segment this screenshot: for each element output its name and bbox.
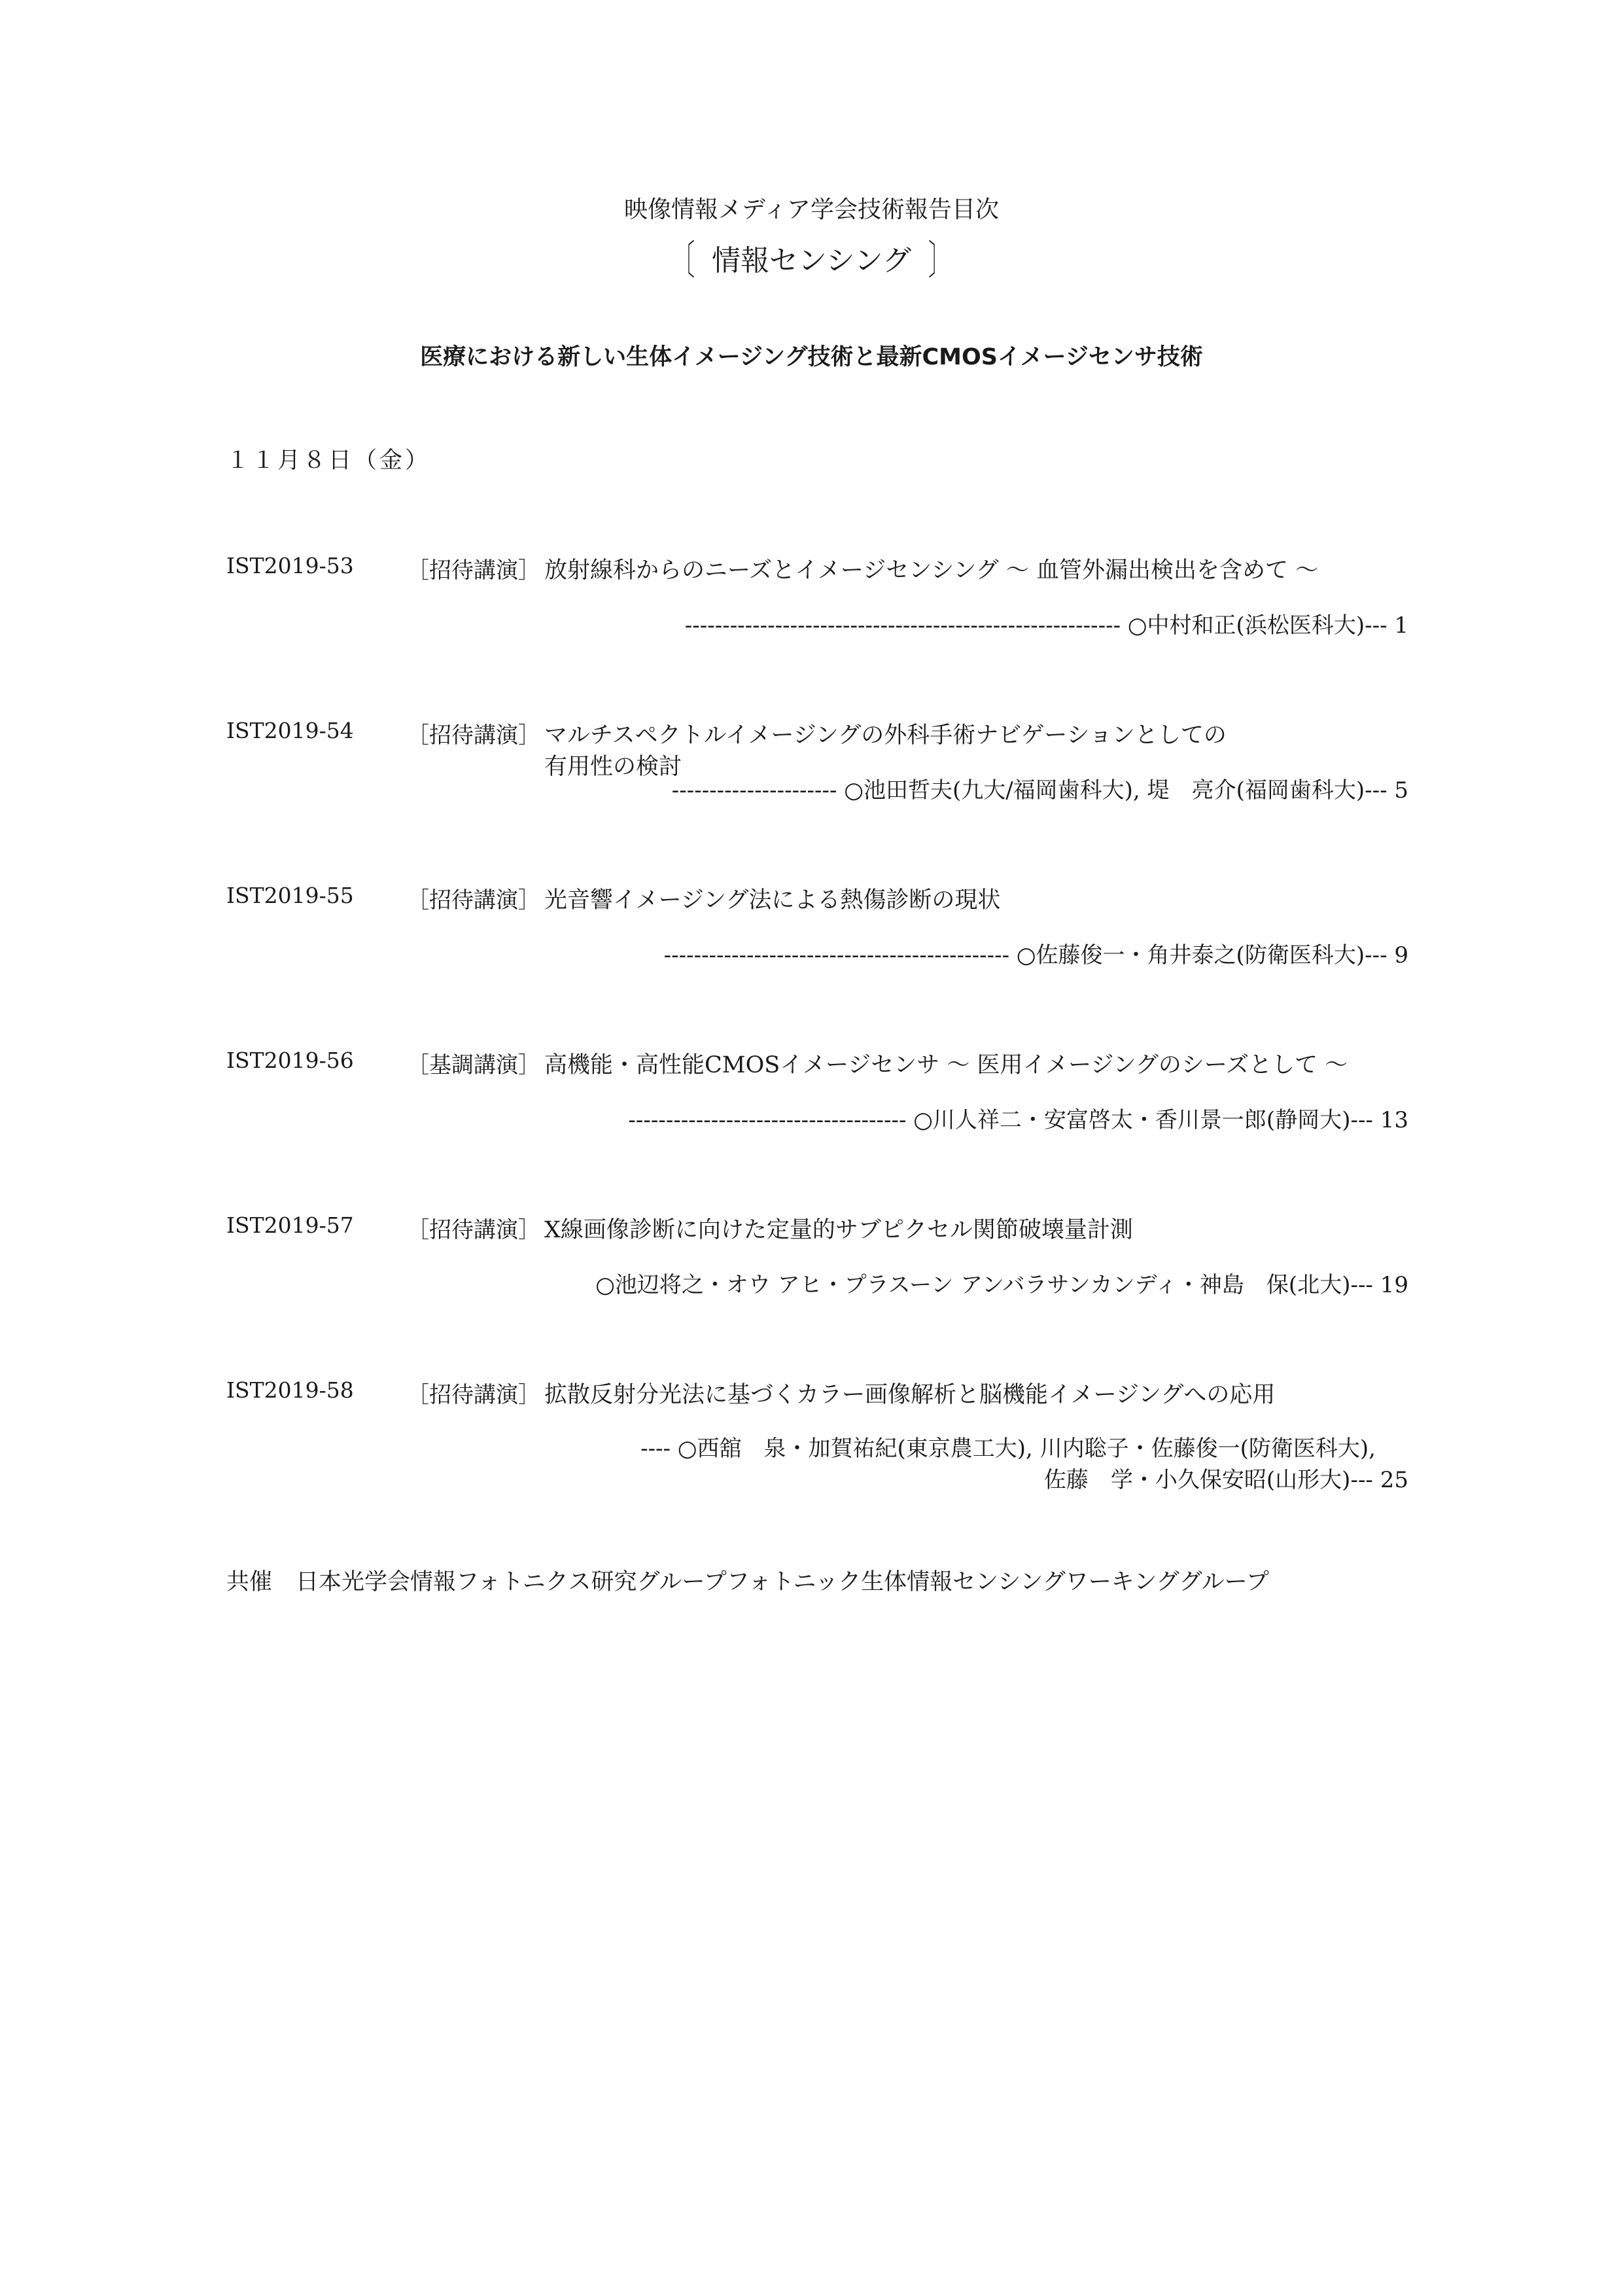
entry-id: IST2019-55 — [226, 883, 354, 908]
entry-title: 放射線科からのニーズとイメージセンシング ～ 血管外漏出検出を含めて ～ — [544, 557, 1319, 584]
entry-id: IST2019-58 — [226, 1377, 354, 1403]
entry-title: 高機能・高性能CMOSイメージセンサ ～ 医用イメージングのシーズとして ～ — [544, 1052, 1348, 1078]
entry-kind: ［招待講演］ — [407, 722, 540, 749]
entry-id: IST2019-56 — [226, 1048, 354, 1073]
entry-kind: ［招待講演］ — [407, 887, 540, 913]
entry-authors: ---- ○西舘 泉・加賀祐紀(東京農工大), 川内聡子・佐藤俊一(防衛医科大), — [640, 1436, 1376, 1462]
co-sponsor-note — [226, 1564, 1269, 1597]
co-sponsor-text: 日本光学会情報フォトニクス研究グループフォトニック生体情報センシングワーキンググループ — [296, 1569, 1269, 1595]
section-label: 情報センシング — [712, 244, 911, 277]
entry-authors: ------------------------------------- ○川人祥二・安富啓太・香川景一郎(静岡大)--- 13 — [628, 1107, 1408, 1133]
entry-id: IST2019-54 — [226, 718, 354, 743]
report-title: 映像情報メディア学会技術報告目次 — [623, 196, 1000, 223]
entry-authors: ---------------------------------------------------------- ○中村和正(浜松医科大)--- 1 — [684, 612, 1408, 639]
entry-authors-continued: 佐藤 学・小久保安昭(山形大)--- 25 — [1043, 1467, 1408, 1493]
entry-authors: ---------------------------------------------- ○佐藤俊一・角井泰之(防衛医科大)--- 9 — [663, 942, 1408, 968]
entry-kind: ［招待講演］ — [407, 1382, 540, 1408]
entry-title: X線画像診断に向けた定量的サブピクセル関節破壊量計測 — [544, 1217, 1133, 1243]
entry-id: IST2019-53 — [226, 553, 354, 578]
co-sponsor-label: 共催 — [226, 1569, 273, 1595]
entry-authors: ---------------------- ○池田哲夫(九大/福岡歯科大), 堤 亮介(福岡歯科大)--- 5 — [671, 777, 1408, 804]
entry-kind: ［招待講演］ — [407, 1217, 540, 1243]
entry-id: IST2019-57 — [226, 1212, 354, 1238]
entry-title-continued: 有用性の検討 — [544, 754, 682, 780]
entry-kind: ［基調講演］ — [407, 1052, 540, 1078]
entry-authors: ○池辺将之・オウ アヒ・プラスーン アンバラサンカンディ・神島 保(北大)--- 19 — [595, 1272, 1408, 1298]
left-bracket: 〔 — [672, 236, 695, 284]
right-bracket: 〕 — [928, 236, 951, 284]
section-name — [0, 236, 1623, 284]
entry-title: 拡散反射分光法に基づくカラー画像解析と脳機能イメージングへの応用 — [544, 1382, 1276, 1408]
entry-title: マルチスペクトルイメージングの外科手術ナビゲーションとしての — [544, 722, 1227, 749]
entry-title: 光音響イメージング法による熱傷診断の現状 — [544, 887, 1001, 913]
session-date: １１月８日（金） — [226, 448, 431, 474]
session-theme: 医療における新しい生体イメージング技術と最新CMOSイメージセンサ技術 — [420, 344, 1203, 370]
entry-kind: ［招待講演］ — [407, 557, 540, 584]
